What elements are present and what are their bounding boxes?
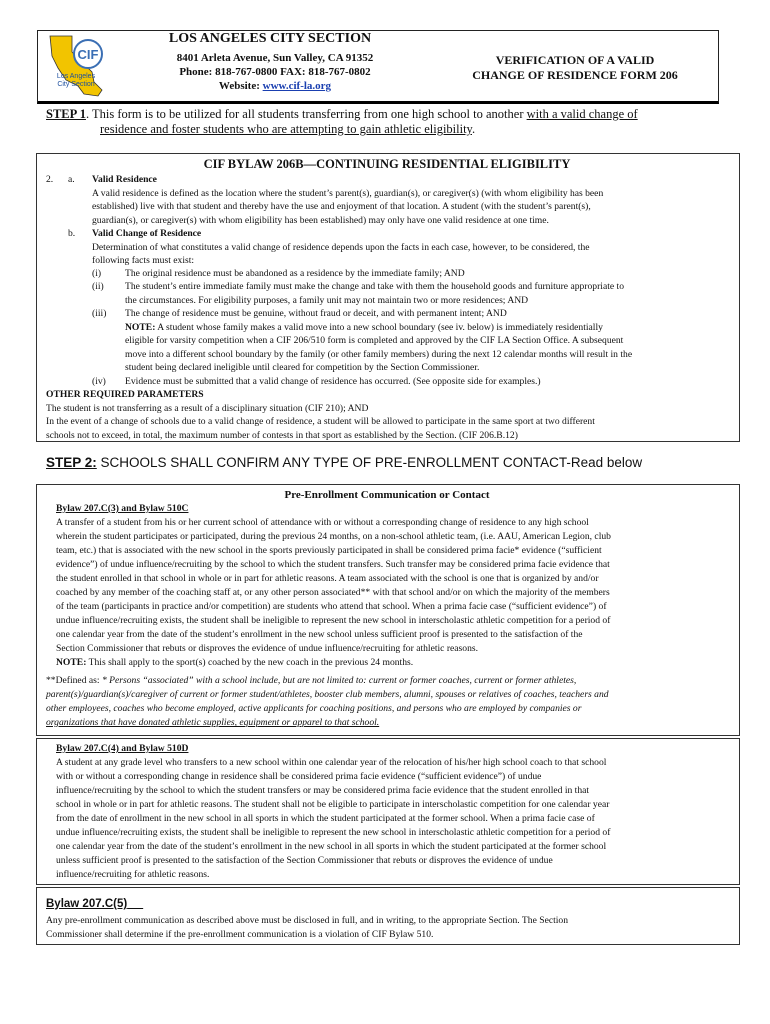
logo-text: CIF xyxy=(77,47,99,62)
step2-instructions xyxy=(46,455,642,470)
other-parameters-line: The student is not transferring as a result of a disciplinary situation (CIF 210); AND xyxy=(46,402,369,414)
body-line: undue influence/recruiting exists, the student shall be ineligible to represent the new school in interscholastic athletic competition for a period of xyxy=(56,827,611,838)
bylaw-207c4-body xyxy=(56,756,736,882)
org-phone-fax: Phone: 818-767-0800 FAX: 818-767-0802 xyxy=(179,66,371,78)
body-line: the student enrolled in that school in whole or in part for athletic reasons. A team associated with the school is one that is organized by and/or xyxy=(56,573,599,584)
fact-ii-num: (ii) xyxy=(92,281,104,292)
logo-caption-1: Los Angeles xyxy=(56,73,96,80)
form-title-line-2: CHANGE OF RESIDENCE FORM 206 xyxy=(472,68,678,82)
valid-residence-section xyxy=(92,173,732,227)
definition-line: other employees, coaches who become employed, active applicants for coaching positions, and persons who are employed by companies or xyxy=(46,703,582,714)
fact-ii-text xyxy=(125,280,730,307)
bylaw-207c3-body xyxy=(56,516,736,670)
step1-text-b: with a valid change of xyxy=(526,107,638,121)
definition-line: parent(s)/guardian(s)/caregiver of current or former student/athletes, booster club members, alumni, spouses or relatives of coaches, teachers and xyxy=(46,689,609,700)
website-label: Website: xyxy=(218,80,260,92)
body-line: Commissioner shall determine if the pre-enrollment communication is a violation of CIF Bylaw 510. xyxy=(46,929,434,940)
cif-california-logo xyxy=(46,32,112,98)
bylaw-207c3-heading: Bylaw 207.C(3) and Bylaw 510C xyxy=(56,503,189,514)
valid-residence-line: established) live with that student and thereby have the use and enjoyment of that location. A student (with the student’s parent(s), xyxy=(92,201,591,212)
valid-change-line: Determination of what constitutes a valid change of residence depends upon the facts in each case, however, to be considered, the xyxy=(92,241,590,253)
item-2-num: 2. xyxy=(46,174,54,185)
step1-label: STEP 1 xyxy=(46,107,86,121)
other-parameters-line: schools not to exceed, in total, the maximum number of contests in that sport as established by the Section. (CIF 206.B.12) xyxy=(46,429,518,441)
item-a-letter: a. xyxy=(68,174,75,185)
form-title-line-1: VERIFICATION OF A VALID xyxy=(495,53,655,67)
body-line: team, etc.) that is associated with the new school in the sports previously participated in shall be considered prima facie* evidence (“sufficient xyxy=(56,545,602,556)
note-text: A student whose family makes a valid move into a new school boundary (see iv. below) is immediately residentially xyxy=(155,321,603,333)
note-text: move into a different school boundary by the family (or other family members) during the next 12 calendar months will result in the xyxy=(125,348,633,360)
body-line: with or without a corresponding change in residence shall be considered prima facie evidence (“sufficient evidence”) of undue xyxy=(56,771,542,782)
valid-residence-line: guardian(s), or caregiver(s) with whom eligibility has been established) may only have one valid residence at one time. xyxy=(92,214,549,226)
valid-residence-line: A valid residence is defined as the location where the student’s parent(s), guardian(s), or caregiver(s) (with whom eligibility has been xyxy=(92,187,604,199)
step1-text-c: residence and foster students who are attempting to gain athletic eligibility xyxy=(100,122,472,136)
step2-text: SCHOOLS SHALL CONFIRM ANY TYPE OF PRE-ENROLLMENT CONTACT-Read below xyxy=(96,455,643,470)
fact-iii-note-line xyxy=(125,321,730,335)
org-contact xyxy=(150,51,400,93)
org-title: LOS ANGELES CITY SECTION xyxy=(168,31,372,46)
body-line: coached by any member of the coaching staff at, or any other person associated** with that school and/or on which the majority of the members xyxy=(56,587,610,598)
body-line: Any pre-enrollment communication as described above must be disclosed in full, and in writing, to the appropriate Section. The Section xyxy=(46,915,569,926)
form-title xyxy=(440,53,710,83)
step2-label: STEP 2: xyxy=(46,455,97,470)
bylaw-207c4-heading: Bylaw 207.C(4) and Bylaw 510D xyxy=(56,743,189,754)
fact-ii-line: The student’s entire immediate family must make the change and take with them the household goods and furniture appropriate to xyxy=(125,281,625,292)
body-line: from the date of enrollment in the new school in all sports in which the student participated at the former school. When a prima facie case of xyxy=(56,813,595,824)
associated-definition xyxy=(46,674,736,730)
other-parameters-heading: OTHER REQUIRED PARAMETERS xyxy=(46,389,204,400)
note-text: This shall apply to the sport(s) coached by the new coach in the previous 24 months. xyxy=(86,657,414,668)
other-parameters-line: In the event of a change of schools due to a valid change of residence, a student will be allowed to participate in the same sport at two different xyxy=(46,416,595,427)
fact-iii-num: (iii) xyxy=(92,308,107,319)
body-line: influence/recruiting for athletic reasons. xyxy=(56,869,210,880)
step1-text-d: . xyxy=(472,122,476,136)
body-line: unless sufficient proof is presented to the satisfaction of the Section Commissioner that rebuts or disproves the evidence of undue xyxy=(56,855,553,866)
fact-i-text: The original residence must be abandoned as a residence by the immediate family; AND xyxy=(125,268,465,279)
body-line: A student at any grade level who transfers to a new school within one calendar year of the relocation of his/her high school coach to that school xyxy=(56,757,607,768)
website-link[interactable]: www.cif-la.org xyxy=(262,80,332,92)
valid-residence-heading: Valid Residence xyxy=(92,174,157,185)
org-address: 8401 Arleta Avenue, Sun Valley, CA 91352 xyxy=(176,52,374,64)
logo-caption-2: City Section xyxy=(57,81,95,88)
note-line xyxy=(56,656,736,670)
valid-change-section xyxy=(92,227,732,268)
body-line: of the team (participants in practice and/or competition) are students who attend that school. When a prima facie case (“sufficient evidence”) of xyxy=(56,601,607,612)
bylaw-207c5-body xyxy=(46,914,736,942)
fact-iii-line: The change of residence must be genuine, without fraud or deceit, and with permanent intent; AND xyxy=(125,308,507,319)
body-line: wherein the student participates or participated, during the previous 24 months, on a non-school athletic team, (i.e. AAU, American Legion, club xyxy=(56,531,611,542)
step1-text-a: . This form is to be utilized for all students transferring from one high school to another xyxy=(85,107,527,121)
org-website-line xyxy=(150,79,400,93)
fact-i-num: (i) xyxy=(92,268,102,279)
note-text: student being declared ineligible until cleared for competition by the Section Commissioner. xyxy=(125,362,480,373)
item-b-letter: b. xyxy=(68,228,76,239)
body-line: one calendar year from the date of the student’s enrollment in the new school in all sports in which the student participated at the former school xyxy=(56,841,607,852)
body-line: evidence”) of undue influence/recruiting by the school to which the student transfers. Such transfer may be considered prima facie evidence that xyxy=(56,559,610,570)
body-line: influence/recruiting by the school to which the student transfers or may be considered prima facie evidence that the student enrolled in that xyxy=(56,785,590,796)
bylaw-207c5-heading-text: Bylaw 207.C(5) xyxy=(46,898,128,910)
bylaw-206-title: CIF BYLAW 206B—CONTINUING RESIDENTIAL ELIGIBILITY xyxy=(203,157,571,171)
valid-change-line: following facts must exist: xyxy=(92,255,195,266)
fact-iv-text: Evidence must be submitted that a valid change of residence has occurred. (See opposite side for examples.) xyxy=(125,376,541,387)
note-label: NOTE: xyxy=(125,321,156,333)
step1-instructions xyxy=(46,107,736,137)
pre-enrollment-title: Pre-Enrollment Communication or Contact xyxy=(284,489,490,501)
note-text: eligible for varsity competition when a CIF 206/510 form is completed and approved by the CIF LA Section Office. A subsequent xyxy=(125,335,624,346)
valid-change-heading: Valid Change of Residence xyxy=(92,228,202,239)
fact-iii-text xyxy=(125,307,730,375)
definition-prefix: **Defined as: xyxy=(46,675,102,686)
other-parameters xyxy=(46,388,736,442)
body-line: school in whole or in part for athletic reasons. The student shall not be eligible to participate in interscholastic competition for one calendar year xyxy=(56,799,610,810)
fact-iv-num: (iv) xyxy=(92,376,106,387)
definition-line: organizations that have donated athletic supplies, equipment or apparel to that school. xyxy=(46,717,380,728)
body-line: undue influence/recruiting exists, the student shall be ineligible to represent the new school in interscholastic athletic competition for a period of xyxy=(56,615,611,626)
note-label: NOTE: xyxy=(56,657,87,668)
body-line: Section Commissioner that rebuts or disproves the evidence of undue influence/recruiting for athletic reasons. xyxy=(56,643,479,654)
bylaw-207c5-heading xyxy=(46,898,143,910)
definition-line: * Persons “associated” with a school include, but are not limited to: current or former coaches, current or former athletes, xyxy=(101,675,577,686)
body-line: one calendar year from the date of the student’s enrollment in the new school unless sufficient proof is presented to the satisfaction of the xyxy=(56,629,583,640)
body-line: A transfer of a student from his or her current school of attendance with or without a corresponding change of residence to any high school xyxy=(56,517,589,528)
fact-ii-line: the circumstances. For eligibility purposes, a family unit may not maintain two or more residences; AND xyxy=(125,294,529,306)
